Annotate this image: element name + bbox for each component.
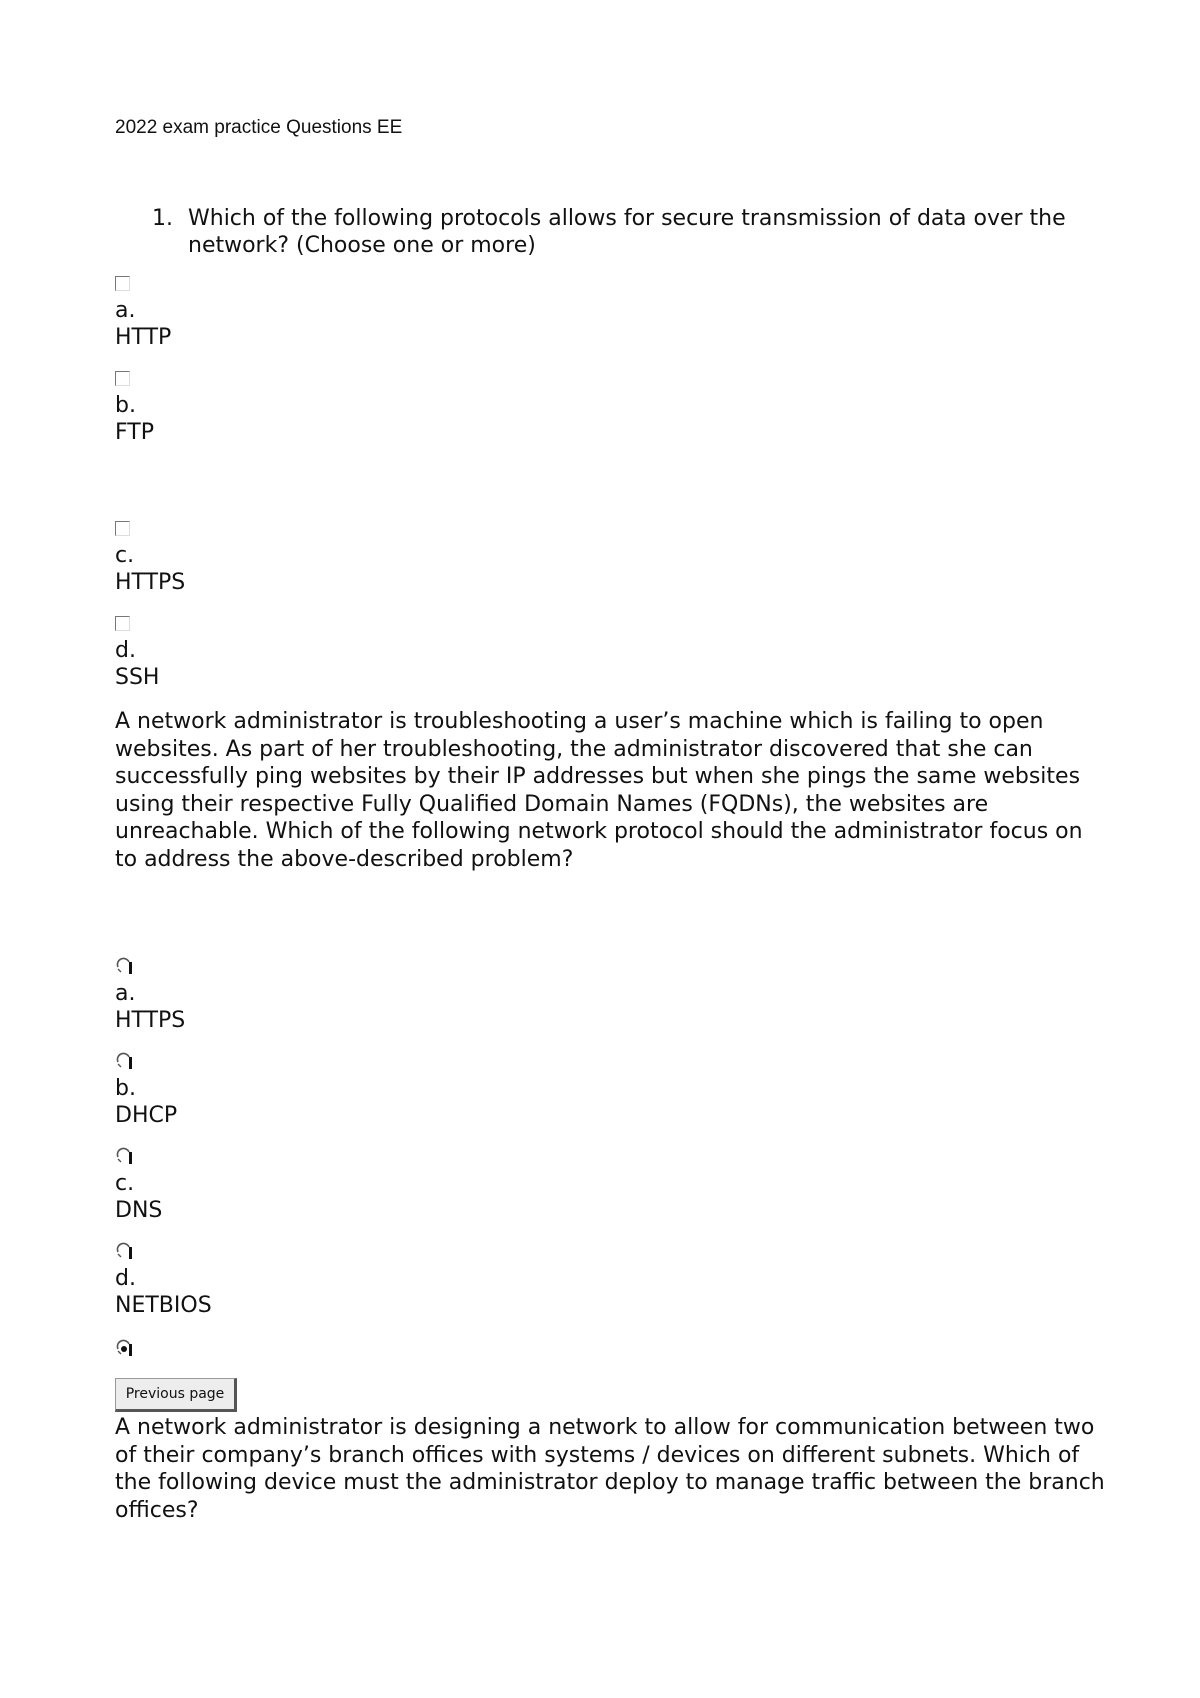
option-text: DHCP [115,1103,178,1128]
option-b[interactable] [115,1051,177,1129]
checkbox[interactable] [115,371,130,386]
question-1 [152,205,1092,259]
option-letter: d. [115,1266,136,1291]
checkbox[interactable] [115,521,130,536]
previous-page-button[interactable]: Previous page [115,1378,237,1412]
document-title: 2022 exam practice Questions EE [115,117,403,138]
option-d[interactable] [115,616,159,691]
option-letter: a. [115,981,136,1006]
option-text: FTP [115,420,154,445]
radio-button[interactable] [115,1051,137,1071]
checkbox[interactable] [115,616,130,631]
radio-button[interactable] [115,1146,137,1166]
option-letter: c. [115,1171,135,1196]
option-text: SSH [115,665,160,690]
option-letter: a. [115,298,136,323]
option-letter: c. [115,543,135,568]
option-d[interactable] [115,1241,212,1319]
option-text: HTTPS [115,570,186,595]
option-text: DNS [115,1198,163,1223]
radio-button[interactable] [115,956,137,976]
question-number: 1. [152,206,173,231]
option-a[interactable] [115,276,171,351]
option-text: NETBIOS [115,1293,212,1318]
option-a[interactable] [115,956,185,1034]
option-c[interactable] [115,1146,162,1224]
radio-button[interactable] [115,1241,137,1261]
option-letter: b. [115,393,136,418]
question-2-text: A network administrator is troubleshooting a user’s machine which is failing to open websites. As part of her troubleshooting, the administrator discovered that she can successfully ping websites by their IP addresses but when she pings the same websites using their respective Fully Qualified Domain Names (FQDNs), the websites are unreachable. Which of the following network protocol should the administrator focus on to address the above-described problem? [115,709,1083,872]
option-text: HTTP [115,325,172,350]
option-letter: d. [115,638,136,663]
option-letter: b. [115,1076,136,1101]
option-text: HTTPS [115,1008,186,1033]
checkbox[interactable] [115,276,130,291]
option-b[interactable] [115,371,154,446]
question-3-text: A network administrator is designing a network to allow for communication between two of their company’s branch offices with systems / devices on different subnets. Which of the following device must the administrator deploy to manage traffic between the branch offices? [115,1415,1105,1523]
selected-radio-button[interactable] [115,1338,137,1358]
question-text: Which of the following protocols allows for secure transmission of data over the network? (Choose one or more) [188,206,1066,258]
option-c[interactable] [115,521,185,596]
